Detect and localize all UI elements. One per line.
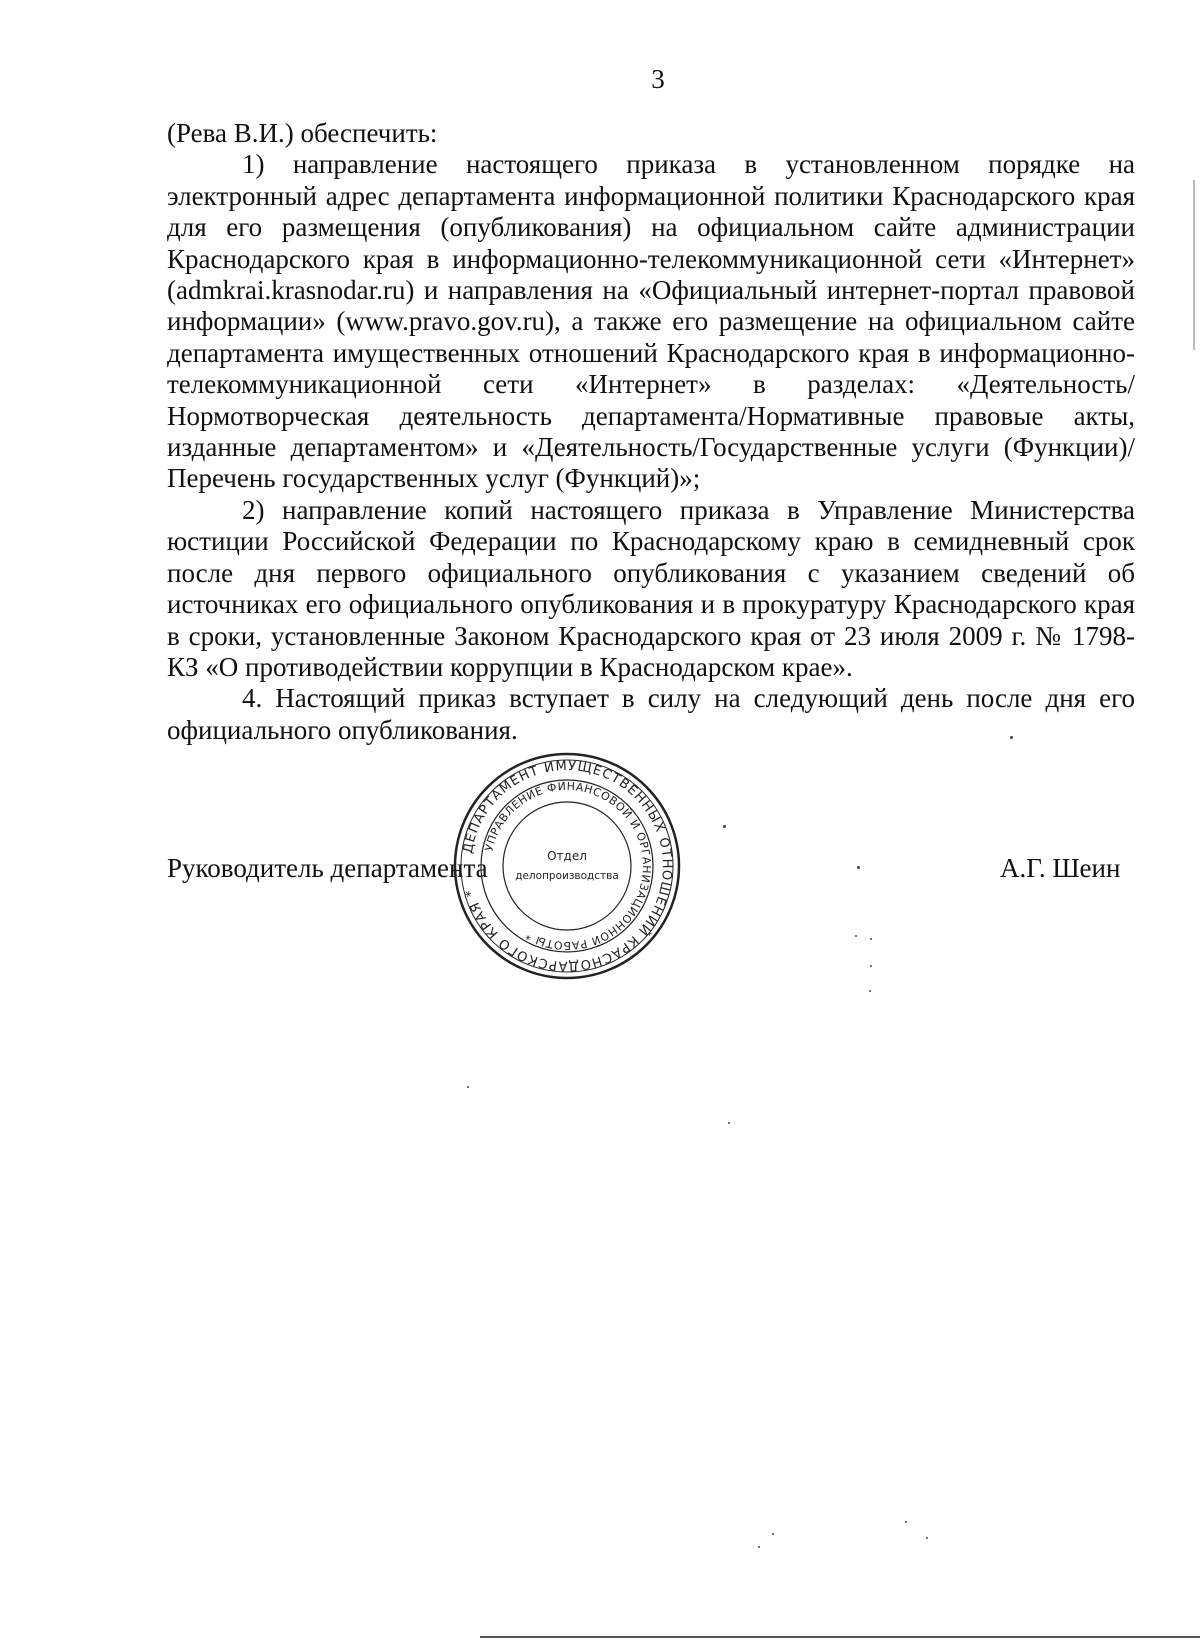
scan-speck <box>772 1533 774 1535</box>
scan-speck <box>467 1086 469 1088</box>
stamp-inner-text: УПРАВЛЕНИЕ ФИНАНСОВОЙ И ОРГАНИЗАЦИОННОЙ РАБОТЫ * <box>482 779 654 953</box>
document-body <box>167 118 1135 746</box>
paragraph-item-4: 4. Настоящий приказ вступает в силу на следующий день после дня его официального опубликования. <box>167 683 1135 745</box>
signature-title: Руководитель департамента <box>167 853 488 883</box>
scan-speck <box>869 990 871 992</box>
scan-speck <box>870 965 872 967</box>
scan-speck <box>926 1537 928 1539</box>
stamp-center-line2: делопроизводства <box>515 870 619 882</box>
official-stamp <box>452 751 682 981</box>
signature-name: А.Г. Шеин <box>1000 853 1121 883</box>
paragraph-responsible: (Рева В.И.) обеспечить: <box>167 118 438 148</box>
paragraph-item-2: 2) направление копий настоящего приказа в Управление Министерства юстиции Российской Федерации по Краснодарскому краю в семидневный срок после дня первого официального опубликования с указанием сведений об источниках его официального опубликования и в прокуратуру Краснодарского края в сроки, установленные Законом Краснодарского края от 23 июля 2009 г. № 1798-КЗ «О противодействии коррупции в Краснодарском крае». <box>167 494 1135 682</box>
scan-speck <box>723 825 726 828</box>
scan-speck <box>1010 736 1013 739</box>
stamp-center-line1: Отдел <box>547 849 587 863</box>
scan-speck <box>857 866 860 869</box>
scan-bottom-edge <box>480 1636 1200 1638</box>
scan-speck <box>855 935 857 937</box>
page-number: 3 <box>651 64 665 94</box>
scan-speck <box>905 1521 907 1523</box>
paragraph-item-1: 1) направление настоящего приказа в установленном порядке на электронный адрес департамента информационной политики Краснодарского края для его размещения (опубликования) на официальном сайте администрации Краснодарского края в информационно-телекоммуникационной сети «Интернет» (admkrai.krasnodar.ru) и направления на «Официальный интернет-портал правовой информации» (www.pravo.gov.ru), а также его размещение на официальном сайте департамента имущественных отношений Краснодарского края в информационно-телекоммуникационной сети «Интернет» в разделах: «Деятельность/Нормотворческая деятельность департамента/Нормативные правовые акты, изданные департаментом» и «Деятельность/Государственные услуги (Функции)/Перечень государственных услуг (Функций)»; <box>167 149 1135 494</box>
stamp-outer-text: ДЕПАРТАМЕНТ ИМУЩЕСТВЕННЫХ ОТНОШЕНИЙ КРАСНОДАРСКОГО КРАЯ * <box>460 758 675 974</box>
scan-speck <box>728 1122 730 1124</box>
scan-speck <box>758 1546 760 1548</box>
scan-speck <box>870 938 872 940</box>
scan-edge-shadow <box>1193 180 1195 350</box>
